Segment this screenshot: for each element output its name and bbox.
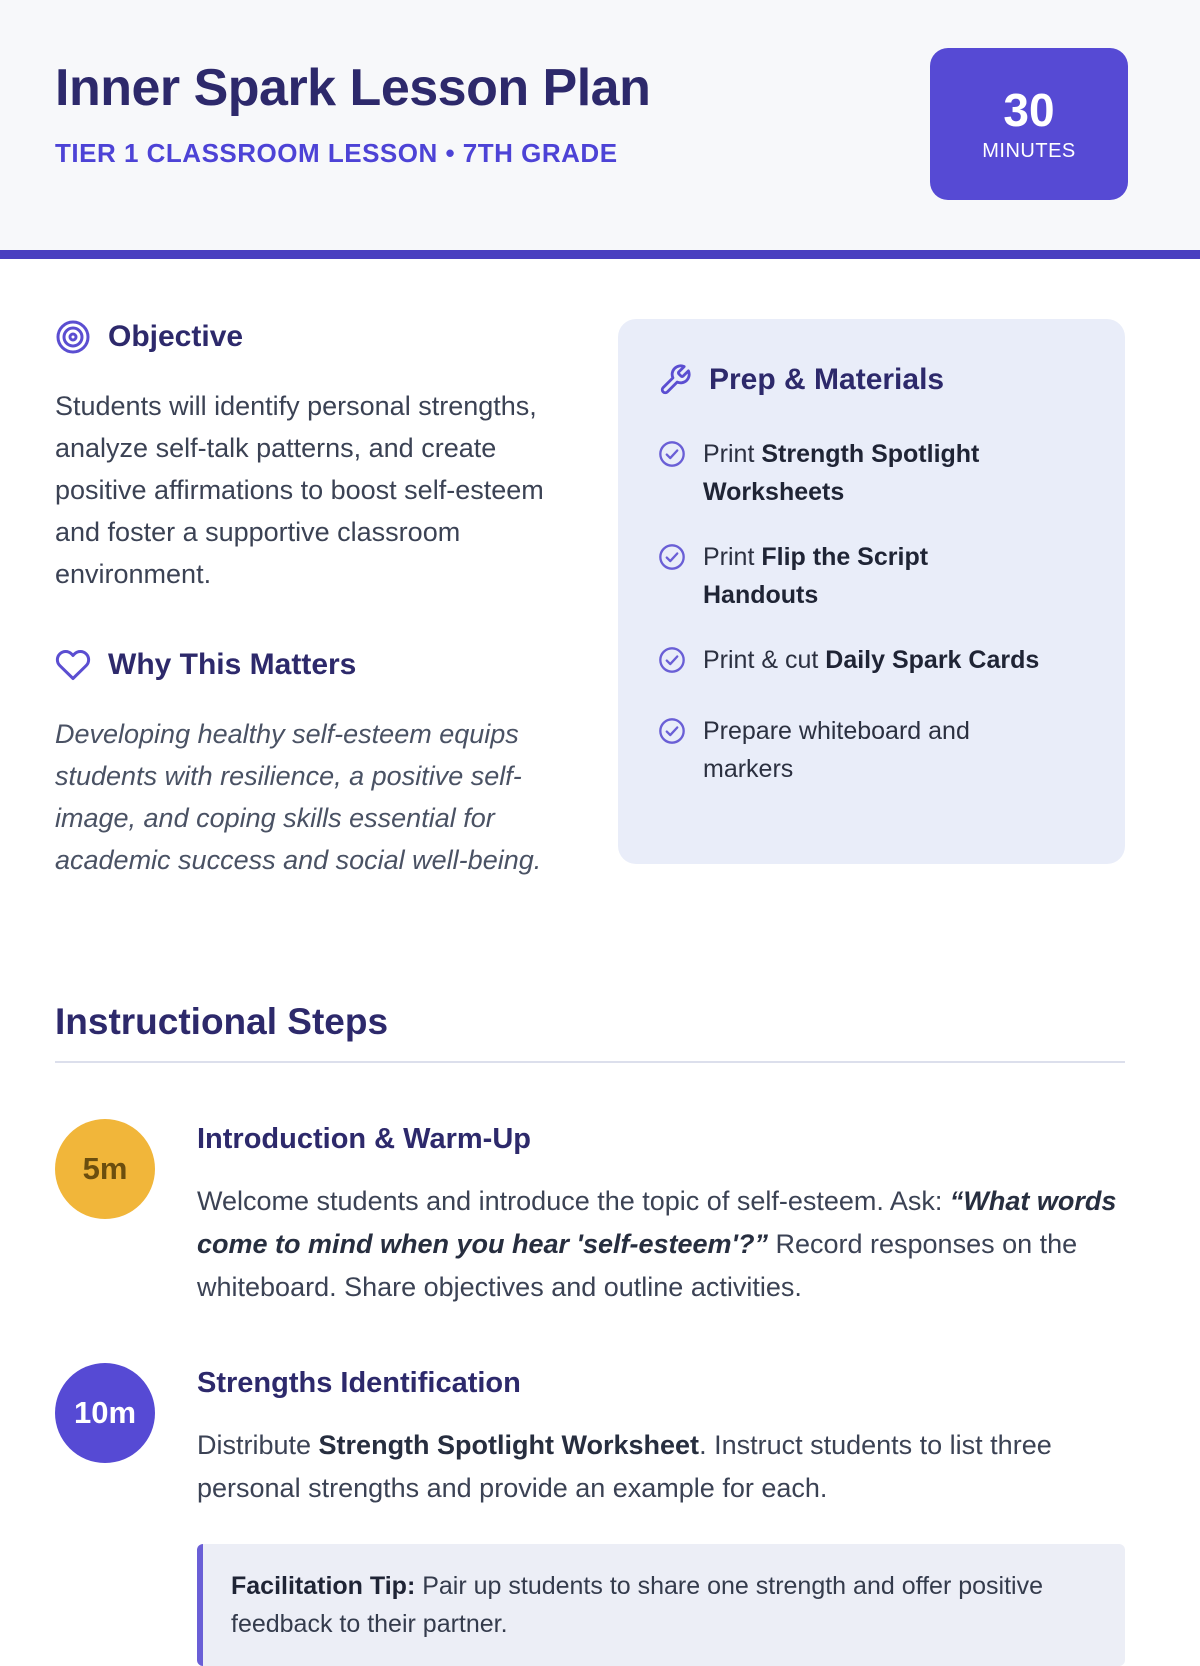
- step-body-post: . Instruct students to list three personal strengths and provide an example for each.: [197, 1430, 1052, 1503]
- prep-item-pre: Prepare whiteboard and markers: [703, 717, 970, 783]
- prep-item-pre: Print: [703, 440, 762, 468]
- prep-heading: Prep & Materials: [709, 363, 945, 396]
- step-body: [197, 1180, 1125, 1309]
- objective-heading: Objective: [108, 320, 244, 353]
- prep-item-bold: Daily Spark Cards: [825, 646, 1040, 674]
- step-title: Strengths Identification: [197, 1367, 521, 1399]
- wrench-icon: [658, 363, 692, 397]
- tip-text: Pair up students to share one strength and offer positive feedback to their partner.: [231, 1572, 1043, 1638]
- prep-item: [658, 538, 1085, 614]
- step-body: [197, 1424, 1125, 1510]
- page-subtitle: TIER 1 CLASSROOM LESSON • 7TH GRADE: [55, 138, 618, 168]
- why-heading: Why This Matters: [108, 648, 357, 681]
- check-circle-icon: [658, 440, 686, 511]
- main-content: [0, 319, 1200, 1666]
- step-introduction: [55, 1111, 1125, 1309]
- duration-unit: MINUTES: [982, 139, 1076, 162]
- prep-item-bold: Flip the Script Handouts: [703, 543, 929, 609]
- prep-item-pre: Print & cut: [703, 646, 826, 674]
- step-time-badge: 5m: [55, 1119, 155, 1219]
- prep-checklist: [658, 435, 1085, 788]
- facilitation-tip-box: [197, 1544, 1125, 1666]
- prep-item-text: [703, 435, 1043, 511]
- tip-label: Facilitation Tip:: [231, 1572, 416, 1600]
- prep-materials-card: [618, 319, 1125, 864]
- objective-section: [55, 319, 583, 595]
- instructional-steps-section: [55, 1001, 1125, 1666]
- prep-item-text: [703, 712, 1043, 788]
- header: [0, 0, 1200, 250]
- duration-value: 30: [1003, 84, 1055, 137]
- step-body-pre: Distribute: [197, 1430, 319, 1460]
- prep-item-text: [703, 538, 1043, 614]
- objective-heading-row: [55, 319, 583, 355]
- step-time-badge: 10m: [55, 1363, 155, 1463]
- step-title: Introduction & Warm-Up: [197, 1123, 531, 1155]
- left-column: [55, 319, 583, 933]
- prep-item: [658, 641, 1085, 685]
- heart-icon: [55, 647, 91, 683]
- prep-item: [658, 435, 1085, 511]
- page-title: Inner Spark Lesson Plan: [55, 59, 651, 117]
- step-body-quote: “What words come to mind when you hear 'self-esteem'?”: [197, 1186, 1117, 1259]
- step-body-bold: Strength Spotlight Worksheet: [318, 1430, 700, 1460]
- step-content: [197, 1355, 1125, 1666]
- why-heading-row: [55, 647, 583, 683]
- prep-item-pre: Print: [703, 543, 762, 571]
- overview-columns: [55, 319, 1125, 933]
- prep-heading-row: [658, 363, 1085, 397]
- header-divider: [0, 250, 1200, 259]
- prep-item-bold: Strength Spotlight Worksheets: [703, 440, 980, 506]
- step-content: [197, 1111, 1125, 1309]
- why-body: Developing healthy self-esteem equips students with resilience, a positive self-image, and coping skills essential for academic success and social well-being.: [55, 719, 542, 875]
- steps-heading: Instructional Steps: [55, 1001, 389, 1042]
- prep-item-text: [703, 641, 1039, 685]
- step-strengths-identification: [55, 1355, 1125, 1666]
- header-text: [55, 48, 650, 169]
- target-icon: [55, 319, 91, 355]
- why-this-matters-section: [55, 647, 583, 881]
- step-body-post: Record responses on the whiteboard. Share objectives and outline activities.: [197, 1229, 1078, 1302]
- step-body-pre: Welcome students and introduce the topic of self-esteem. Ask:: [197, 1186, 950, 1216]
- steps-divider: [55, 1061, 1125, 1063]
- prep-item: [658, 712, 1085, 788]
- check-circle-icon: [658, 646, 686, 685]
- check-circle-icon: [658, 543, 686, 614]
- duration-badge: [930, 48, 1128, 200]
- check-circle-icon: [658, 717, 686, 788]
- objective-body: Students will identify personal strengths, analyze self-talk patterns, and create positive affirmations to boost self-esteem and foster a supportive classroom environment.: [55, 391, 544, 589]
